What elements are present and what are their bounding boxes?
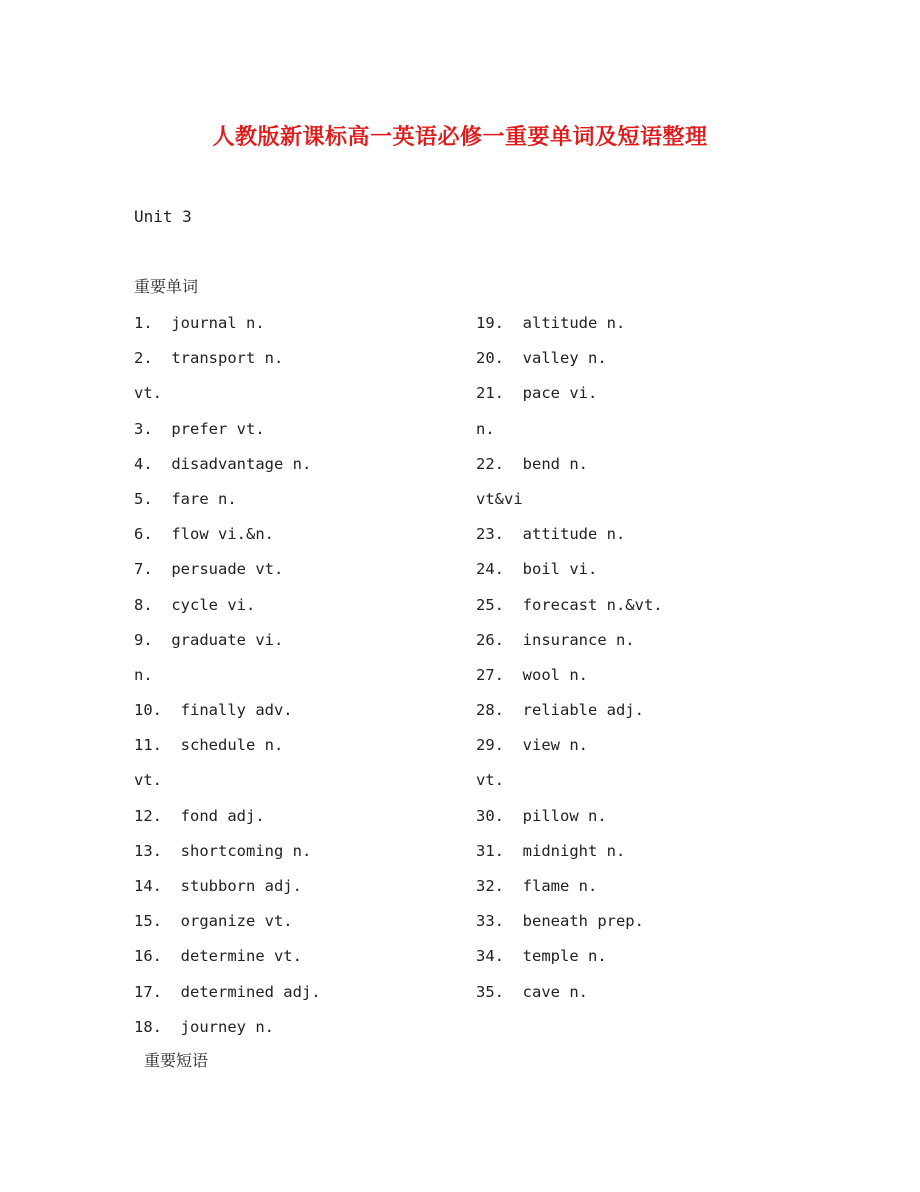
vocab-entry: 19. altitude n.	[476, 314, 626, 332]
vocab-entry: 5. fare n.	[134, 489, 237, 508]
vocab-entry: vt.	[476, 771, 504, 790]
document-title: 人教版新课标高一英语必修一重要单词及短语整理	[212, 124, 708, 150]
vocab-entry: 21. pace vi.	[476, 384, 598, 403]
vocab-entry: 18. journey n.	[134, 1017, 274, 1036]
vocab-entry: 14. stubborn adj.	[134, 877, 302, 895]
phrase-section-heading: 重要短语	[144, 1051, 209, 1070]
vocab-entry: 9. graduate vi.	[134, 630, 284, 649]
vocab-entry: vt.	[134, 771, 162, 790]
vocab-entry: 7. persuade vt.	[134, 560, 284, 579]
vocab-entry: 1. journal n.	[134, 314, 265, 332]
vocab-entry: 24. boil vi.	[476, 560, 598, 579]
vocab-entry: vt&vi	[476, 489, 523, 508]
vocab-entry: 3. prefer vt.	[134, 419, 265, 438]
vocab-entry: 35. cave n.	[476, 982, 588, 1001]
vocab-entry: 23. attitude n.	[476, 525, 626, 544]
vocab-entry: 34. temple n.	[476, 947, 607, 966]
vocab-list-left	[134, 312, 464, 1051]
vocab-entry: 8. cycle vi.	[134, 595, 256, 614]
vocab-entry: 16. determine vt.	[134, 947, 302, 966]
vocab-entry: 12. fond adj.	[134, 806, 265, 825]
vocab-entry: 33. beneath prep.	[476, 912, 644, 931]
vocab-entry: n.	[134, 665, 153, 684]
vocab-entry: 13. shortcoming n.	[134, 841, 312, 860]
vocab-entry: 22. bend n.	[476, 454, 588, 473]
vocab-entry: 4. disadvantage n.	[134, 454, 312, 473]
vocab-list-right	[476, 312, 806, 1016]
vocab-entry: 2. transport n.	[134, 349, 284, 368]
vocab-entry: 27. wool n.	[476, 665, 588, 684]
vocab-entry: 11. schedule n.	[134, 736, 284, 755]
vocab-entry: vt.	[134, 384, 162, 403]
vocab-entry: 29. view n.	[476, 736, 588, 755]
vocab-entry: 20. valley n.	[476, 349, 607, 368]
vocab-entry: 25. forecast n.&vt.	[476, 595, 663, 614]
vocab-section-heading: 重要单词	[134, 277, 199, 296]
vocab-entry: 32. flame n.	[476, 877, 598, 895]
vocab-entry: 31. midnight n.	[476, 841, 626, 860]
vocab-entry: n.	[476, 419, 495, 438]
unit-label: Unit 3	[134, 207, 192, 226]
vocab-entry: 10. finally adv.	[134, 701, 293, 720]
vocab-entry: 15. organize vt.	[134, 912, 293, 931]
vocab-entry: 26. insurance n.	[476, 630, 635, 649]
vocab-entry: 6. flow vi.&n.	[134, 525, 274, 544]
vocab-entry: 28. reliable adj.	[476, 701, 644, 720]
vocab-entry: 30. pillow n.	[476, 806, 607, 825]
vocab-entry: 17. determined adj.	[134, 982, 321, 1001]
